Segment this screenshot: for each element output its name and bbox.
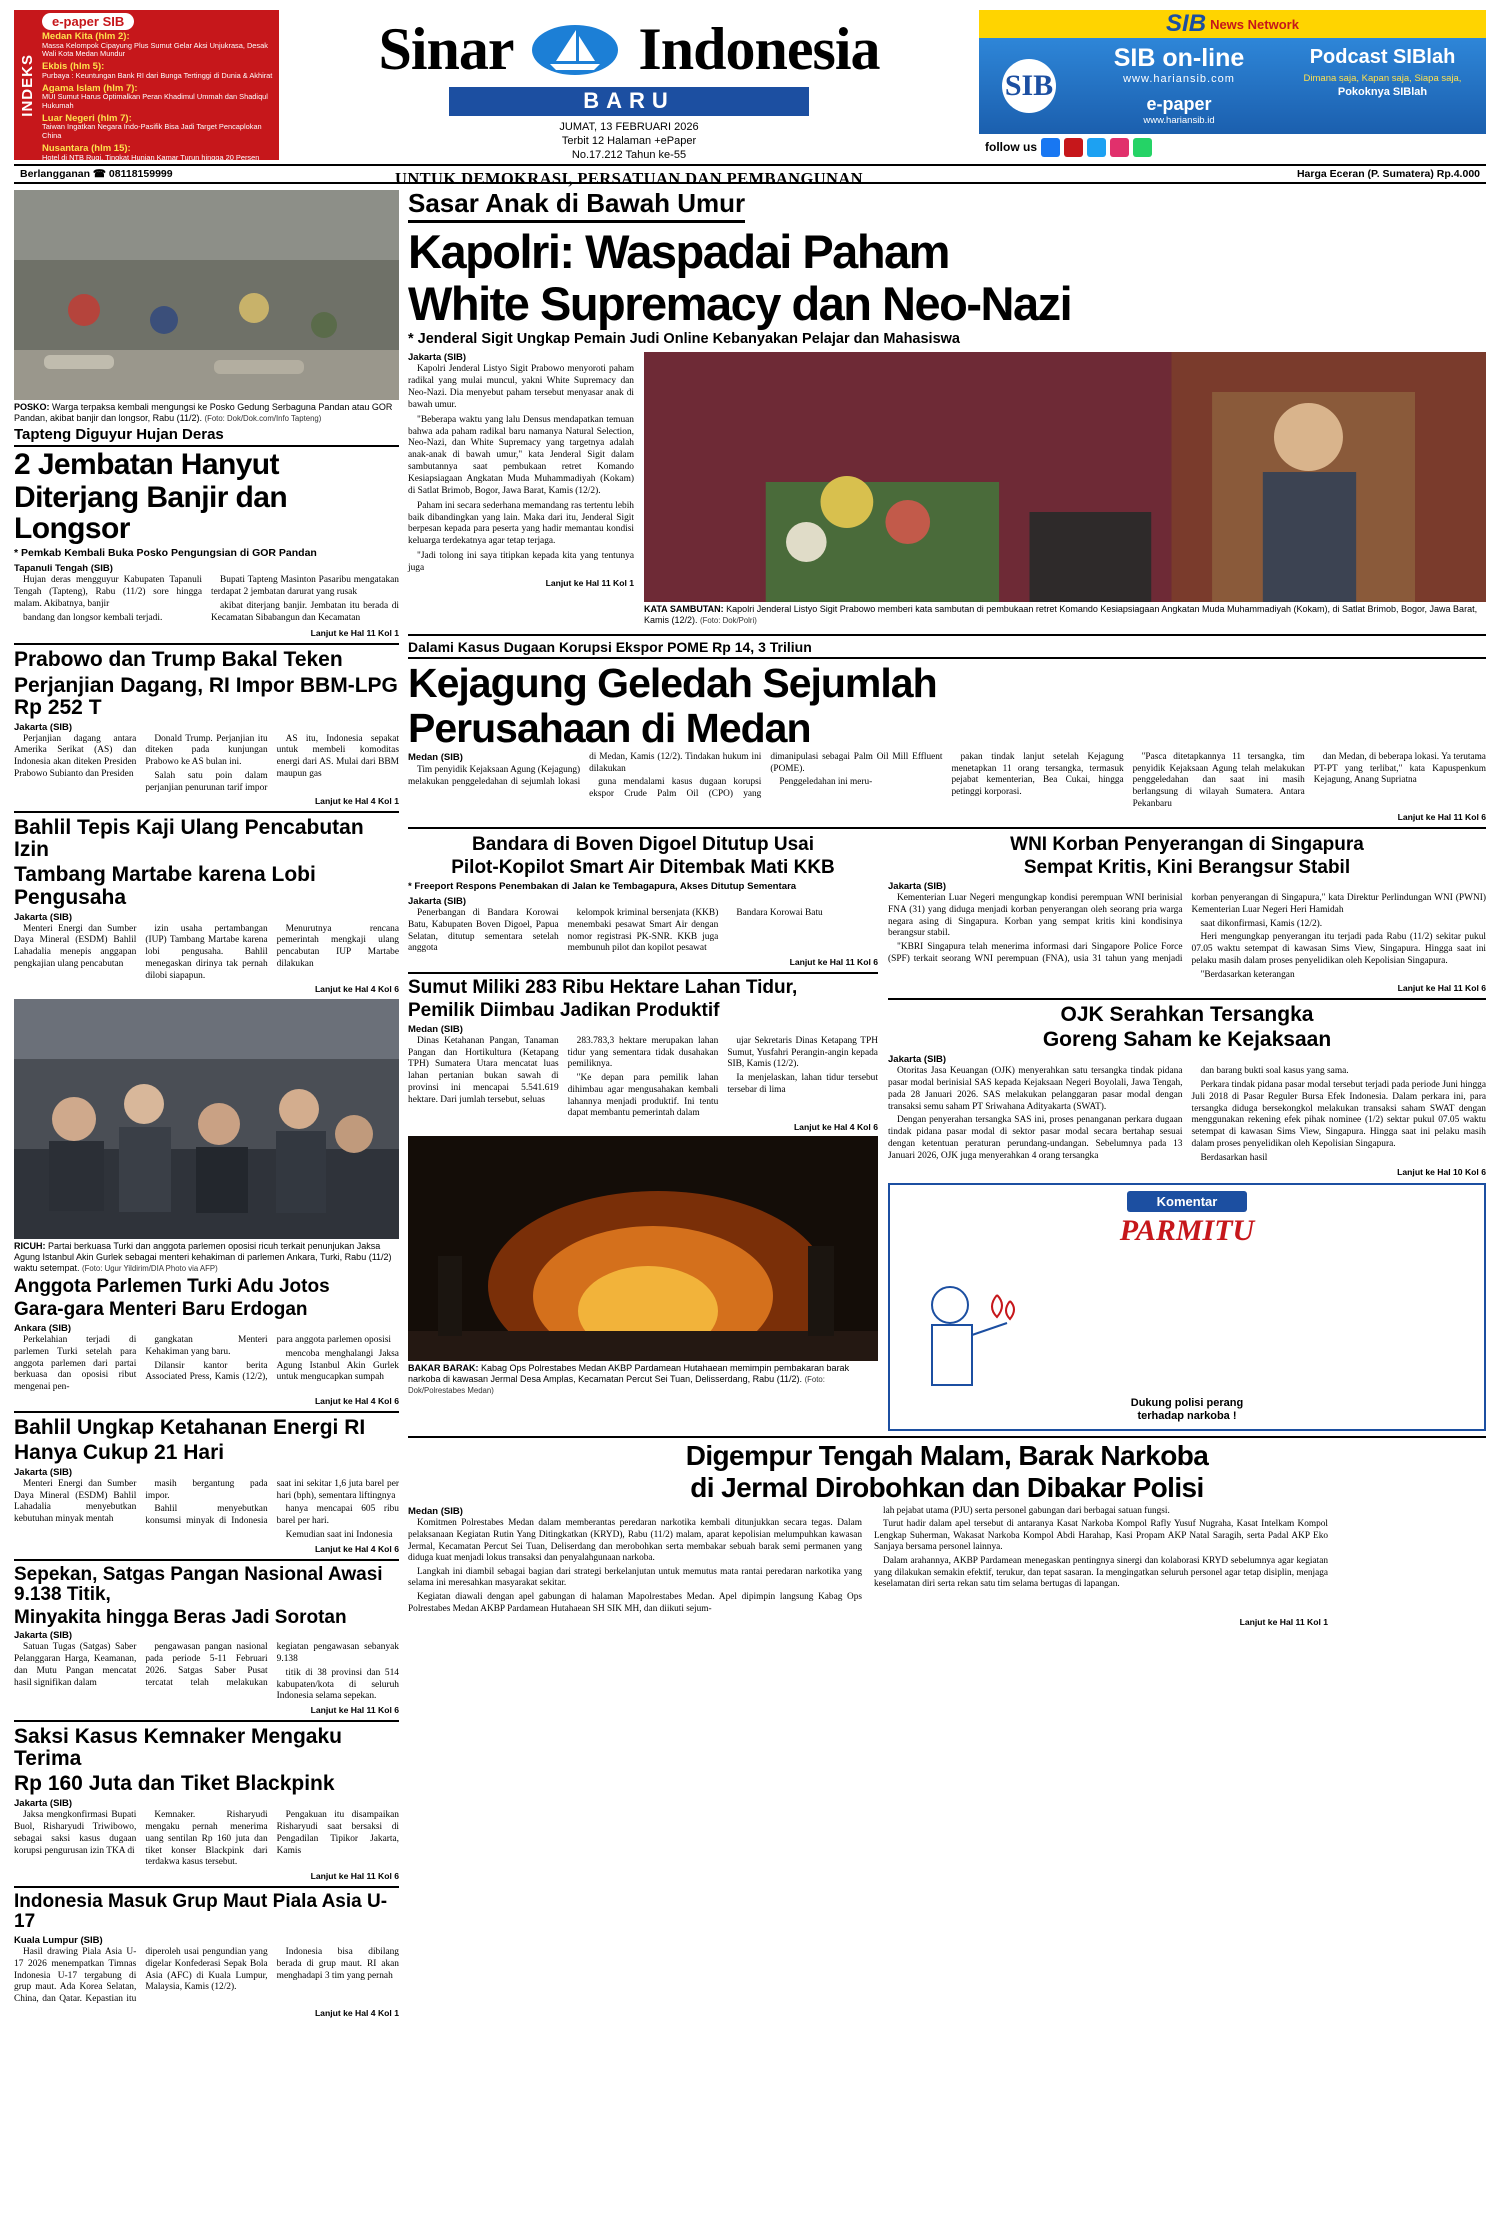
sumut-headline-1[interactable]: Sumut Miliki 283 Ribu Hektare Lahan Tidur,: [408, 977, 798, 999]
story8-dateline: Kuala Lumpur (SIB): [14, 1935, 103, 1946]
sib-online-title: SIB on-line: [1113, 44, 1245, 72]
story2-continuation[interactable]: Lanjut ke Hal 4 Kol 1: [314, 796, 399, 807]
story3-dateline: Jakarta (SIB): [14, 911, 73, 923]
story1-headline-2[interactable]: Diterjang Banjir dan Longsor: [14, 481, 288, 545]
whatsapp-icon[interactable]: [1133, 138, 1152, 157]
edition-number: No.17.212 Tahun ke-55: [571, 148, 687, 161]
boven-headline-2[interactable]: Pilot-Kopilot Smart Air Ditembak Mati KKB: [451, 857, 835, 879]
paragraph: Menteri Energi dan Sumber Daya Mineral (ESDM) Bahlil Lahadalia menyebutkan kebutuhan minyak mentah: [14, 1478, 137, 1525]
paragraph: "Beberapa waktu yang lalu Densus mendapatkan temuan bahwa ada paham radikal baru namanya Natural Selection, Neo-Nazi, dan White Supremacy yang targetnya adalah anak-anak di bawah umur," kata Jenderal Sigit dalam sambutannya saat pembukaan retret Komando Kesiapsiagaan Angkatan Muda Muhammadiyah (Kokam) di Satlat Brimob, Bogor, Jawa Barat, Kamis (12/2).: [408, 414, 634, 496]
paragraph: "Berdasarkan keterangan: [1200, 969, 1295, 980]
paragraph: pakan tindak lanjut setelah Kejagung menetapkan 11 orang tersangka, termasuk pejabat kementerian, Bea Cukai, hingga petinggi korporasi.: [951, 752, 1124, 797]
caption-credit: (Foto: Dok/Polri): [700, 616, 757, 626]
narkoba-continuation[interactable]: Lanjut ke Hal 11 Kol 1: [1239, 1617, 1328, 1628]
caption-text: Kapolri Jenderal Listyo Sigit Prabowo memberi kata sambutan di pembukaan retret Komando Kesiapsiagaan Angkatan Muda Muhammadiyah (Kokam), di Satlat Brimob, Bogor, Jawa Barat, Kamis (12/2).: [644, 604, 1478, 626]
paragraph: titik di 38 provinsi dan 514 kabupaten/kota di seluruh Indonesia selama sepekan.: [276, 1667, 399, 1702]
index-item-head: Luar Negeri (hlm 7):: [42, 112, 132, 124]
paragraph: Kemudian saat ini Indonesia: [285, 1529, 393, 1540]
paragraph: Komitmen Polrestabes Medan dalam memberantas peredaran narkotika kembali ditunjukkan secara tegas. Dalam pelaksanaan Kegiatan Rutin Yang Ditingkatkan (KRYD), Rabu (11/2) malam, aparat kepolisian melumpuhkan kawasan Jermal, Kecamatan Percut Sei Tuan, Deliserdang dan merobohkan serta membakar sebuah barak semi permanen yang diduga kuat menjadi lokus transaksi dan penyalahgunaan narkoba.: [408, 1518, 862, 1564]
column-right-lower: [888, 833, 1486, 1431]
story3-headline-1[interactable]: Bahlil Tepis Kaji Ulang Pencabutan Izin: [14, 816, 364, 862]
story3-headline-2[interactable]: Tambang Martabe karena Lobi Pengusaha: [14, 863, 316, 909]
paragraph: Heri mengungkap penyerangan itu terjadi pada Rabu (11/2) sekitar pukul 07.05 waktu setempat di kawasan Sims View, Singapura. Hingga saat ini pelaku masih dalam proses penyelidikan oleh Kepolisian Singapura.: [1191, 932, 1486, 966]
paragraph: Ia menjelaskan, lahan tidur tersebut tersebar di lima: [727, 1073, 878, 1095]
photo-bakar-barak: [408, 1136, 878, 1361]
epaper-pill[interactable]: e-paper SIB: [42, 13, 134, 30]
kejagung-body: [408, 752, 1486, 810]
sib-online-url[interactable]: www.hariansib.com: [1123, 73, 1235, 85]
paragraph: Salah satu poin dalam perjanjian penurunan tarif impor: [145, 770, 268, 793]
komentar-foot-2: terhadap narkoba !: [1137, 1410, 1237, 1423]
paragraph: izin usaha pertambangan (IUP) Tambang Martabe karena lobi pengusaha. Bahlil menegaskan dirinya tak pernah dilobi siapapun.: [145, 923, 268, 981]
story1-subhead: * Pemkab Kembali Buka Posko Pengungsian di GOR Pandan: [14, 547, 317, 560]
paragraph: Dalam arahannya, AKBP Pardamean menegaskan pentingnya sinergi dan kolaborasi KRYD sebelumnya agar kegiatan yang dilakukan semakin efektif, terukur, dan tepat sasaran. Ia mengingatkan seluruh personel agar tetap disiplin, menjaga keselamatan diri serta rekan satu tim selama bertugas di lapangan.: [874, 1555, 1328, 1590]
column-middle-lower: [408, 833, 878, 1431]
sib-roundel: SIB: [979, 38, 1079, 134]
story7-dateline: Jakarta (SIB): [14, 1798, 73, 1810]
index-box: [14, 10, 279, 160]
kejagung-dateline: Medan (SIB): [408, 752, 463, 764]
page-content: [14, 190, 1486, 2018]
index-item-head: Medan Kita (hlm 2):: [42, 31, 130, 42]
komentar-badge: Komentar: [1127, 1191, 1247, 1212]
paragraph: Otoritas Jasa Keuangan (OJK) menyerahkan satu tersangka tindak pidana pasar modal berinisial SAS kepada Kejaksaan Negeri Boyolali, Jawa Tengah, pada 28 Januari 2026. SAS melakukan pelanggaran pasar modal dengan transaksi semu saham PT Sriwahana Adityakarta (SWAT).: [888, 1066, 1183, 1112]
story6-headline-1[interactable]: Sepekan, Satgas Pangan Nasional Awasi 9.138 Titik,: [14, 1563, 383, 1605]
sib-news-network-label: News Network: [1210, 16, 1299, 32]
ojk-continuation[interactable]: Lanjut ke Hal 10 Kol 6: [1397, 1167, 1486, 1178]
paragraph: Kapolri Jenderal Listyo Sigit Prabowo menyoroti paham radikal yang mulai muncul, yakni White Supremacy dan Neo-Nazi. Dia menyebut paham tersebut menyasar anak di bawah umur.: [408, 364, 634, 410]
singapura-continuation[interactable]: Lanjut ke Hal 11 Kol 6: [1397, 983, 1486, 994]
paragraph: Kementerian Luar Negeri mengungkap kondisi perempuan WNI berinisial FNA (31) yang diduga menjadi korban penyerangan oleh seorang pria warga negara asing di Singapura. Korban yang sempat kritis kini kondisinya berangsur stabil.: [888, 893, 1183, 939]
story4-headline-2[interactable]: Gara-gara Menteri Baru Erdogan: [14, 1299, 308, 1321]
boven-headline-1[interactable]: Bandara di Boven Digoel Ditutup Usai: [471, 834, 815, 856]
caption-label: RICUH:: [14, 1241, 46, 1252]
komentar-title: PARMITU: [1119, 1214, 1255, 1248]
story5-headline-2[interactable]: Hanya Cukup 21 Hari: [14, 1440, 225, 1464]
sumut-body: [408, 1036, 878, 1120]
narkoba-dateline: Medan (SIB): [408, 1505, 463, 1517]
paragraph: Perjanjian dagang antara Amerika Serikat (AS) dan Indonesia akan diteken Presiden Prabowo Subianto dan Presiden: [14, 733, 137, 779]
paragraph: Perkara tindak pidana pasar modal tersebut terjadi pada periode Juni hingga Juli 2018 di Pasar Reguler Bursa Efek Indonesia. Dalam perkara ini, para tersangka diduga bersekongkol melakukan transaksi saham SWAT dengan menggunakan rekening efek pihak nominee (1/2) sektar pukul 07.05 waktu setempat di kawasan Sims View, Singapura. Hingga saat ini pelaku masih dalam proses penyelidikan oleh Kepolisian Singapura.: [1191, 1080, 1486, 1149]
photo-caption-posko: [14, 402, 399, 424]
paragraph: saat dikonfirmasi, Kamis (12/2).: [1200, 918, 1323, 929]
story2-headline-2[interactable]: Perjanjian Dagang, RI Impor BBM-LPG Rp 252 T: [14, 673, 398, 719]
sib-epaper-title[interactable]: e-paper: [1146, 94, 1212, 114]
paragraph: AS itu, Indonesia sepakat untuk membeli komoditas energi dari AS. Mulai dari BBM maupun gas: [276, 733, 399, 779]
story1-dateline: Tapanuli Tengah (SIB): [14, 563, 113, 575]
paragraph: hanya mencapai 605 ribu barel per hari.: [276, 1504, 399, 1527]
paragraph: lah pejabat utama (PJU) serta personel gabungan dari berbagai satuan fungsi.: [883, 1505, 1170, 1516]
edition-pages: Terbit 12 Halaman +ePaper: [561, 134, 697, 147]
paragraph: Berdasarkan hasil: [1200, 1152, 1268, 1163]
instagram-icon[interactable]: [1110, 138, 1129, 157]
narkoba-body: [408, 1506, 1328, 1616]
youtube-icon[interactable]: [1064, 138, 1083, 157]
komentar-parmitu-box: [888, 1183, 1486, 1431]
paragraph: Penggeledahan ini meru-: [779, 777, 873, 788]
kejagung-headline-2[interactable]: Perusahaan di Medan: [408, 704, 811, 751]
paragraph: "Pasca ditetapkannya 11 tersangka, tim penyidik Kejaksaan Agung telah melakukan penggeledahan dan saat ini masih berlangsung di wilayah Sumatera. Antara Pekanbaru: [1132, 752, 1305, 809]
index-item-text: MUI Sumut Harus Optimalkan Peran Khadimul Ummah dan Shadiqul Hukumah: [42, 92, 268, 110]
paragraph: bandang dan longsor kembali terjadi.: [23, 612, 163, 623]
lead-dateline: Jakarta (SIB): [408, 352, 467, 364]
paragraph: Bandara Korowai Batu: [736, 908, 823, 919]
ojk-body: [888, 1066, 1486, 1165]
cartoon-illustration: [902, 1275, 1022, 1395]
boven-subhead: * Freeport Respons Penembakan di Jalan ke Tembagapura, Akses Ditutup Sementara: [408, 881, 797, 893]
kejagung-continuation[interactable]: Lanjut ke Hal 11 Kol 6: [1397, 812, 1486, 823]
photo-kapolri: [644, 352, 1486, 602]
paragraph: guna mendalami kasus dugaan korupsi ekspor Crude Palm Oil (CPO) yang dimanipulasi sebagai Palm Oil Mill Effluent (POME).: [589, 752, 943, 799]
sib-news-logo: SIB: [1166, 10, 1207, 37]
paragraph: pengawasan pangan nasional pada periode 5-11 Februari 2026. Satgas Saber Pusat tercatat telah melakukan kegiatan pengawasan sebanyak 9.138: [145, 1642, 399, 1688]
story1-headline-1[interactable]: 2 Jembatan Hanyut: [14, 447, 279, 481]
caption-label: BAKAR BARAK:: [408, 1363, 479, 1374]
sib-news-banner: [979, 10, 1486, 38]
podcast-sub2: Pokoknya SIBlah: [1337, 86, 1428, 98]
sailboat-icon: [532, 24, 618, 87]
story3-continuation[interactable]: Lanjut ke Hal 4 Kol 6: [314, 984, 399, 995]
index-item: [42, 114, 274, 141]
boven-continuation[interactable]: Lanjut ke Hal 11 Kol 6: [789, 957, 878, 968]
caption-credit: (Foto: Ugur Yildirim/DIA Photo via AFP): [82, 1264, 218, 1274]
paragraph: Langkah ini diambil sebagai bagian dari strategi berkelanjutan untuk memutus mata rantai peredaran narkotika yang selama ini meresahkan masyarakat sekitar.: [408, 1566, 862, 1589]
boven-dateline: Jakarta (SIB): [408, 896, 467, 908]
story2-dateline: Jakarta (SIB): [14, 721, 73, 733]
paragraph: Perkelahian terjadi di parlemen Turki setelah para anggota parlemen dari partai berkuasa dan oposisi ribut mengenai pen-: [14, 1335, 137, 1393]
ojk-headline-2[interactable]: Goreng Saham ke Kejaksaan: [1042, 1028, 1332, 1052]
index-item-head: Nusantara (hlm 15):: [42, 142, 131, 154]
paragraph: Paham ini secara sederhana memandang ras tertentu lebih baik dibandingkan yang lain. Maka dari itu, Jenderal Sigit berpesan kepada para peserta yang hadir memantau kondisi keluarga terdekatnya agar tetap terjaga.: [408, 500, 634, 547]
story4-continuation[interactable]: Lanjut ke Hal 4 Kol 6: [314, 1395, 399, 1406]
masthead-tagline: UNTUK DEMOKRASI, PERSATUAN DAN PEMBANGUNAN: [395, 168, 863, 188]
ojk-dateline: Jakarta (SIB): [888, 1054, 947, 1066]
photo-posko-pandan: [14, 190, 399, 400]
singapura-headline-1[interactable]: WNI Korban Penyerangan di Singapura: [1010, 834, 1364, 856]
lead-subhead: * Jenderal Sigit Ungkap Pemain Judi Online Kebanyakan Pelajar dan Mahasiswa: [408, 331, 960, 348]
photo-parlemen-turki: [14, 999, 399, 1239]
paragraph: Jaksa mengkonfirmasi Bupati Buol, Risharyudi Triwibowo, sebagai saksi kasus dugaan korupsi pengurusan izin TKA di: [14, 1810, 137, 1856]
lead-story: [408, 190, 1486, 629]
paragraph: Hujan deras mengguyur Kabupaten Tapanuli Tengah (Tapteng), Rabu (11/2) sore hingga malam. Akibatnya, banjir: [14, 575, 202, 609]
paragraph: masih bergantung pada impor.: [145, 1478, 268, 1501]
story3-body: [14, 924, 399, 983]
lead-continuation[interactable]: Lanjut ke Hal 11 Kol 1: [545, 577, 634, 588]
narkoba-headline-1[interactable]: Digempur Tengah Malam, Barak Narkoba: [685, 1440, 1209, 1472]
story5-body: [14, 1479, 399, 1542]
paragraph: Menurutnya rencana pemerintah mengkaji ulang pencabutan IUP Martabe dilakukan: [276, 923, 399, 969]
photo-caption-kapolri: [644, 604, 1486, 626]
paragraph: akibat diterjang banjir. Jembatan itu berada di Kecamatan Sibabangun dan Kecamatan: [211, 600, 399, 623]
paragraph: kelompok kriminal bersenjata (KKB) menembaki pesawat Smart Air dengan nomor registrasi PK-SNR. KKB juga membunuh pilot dan kopilot pesawat: [567, 908, 719, 954]
paragraph: Tim penyidik Kejaksaan Agung (Kejagung) melakukan penggeledahan di sejumlah lokasi di Medan, Kamis (12/2). Tindakan hukum ini dilakukan: [408, 752, 762, 787]
ojk-headline-1[interactable]: OJK Serahkan Tersangka: [1060, 1003, 1314, 1027]
paragraph: Penerbangan di Bandara Korowai Batu, Kabupaten Boven Digoel, Papua Selatan, ditutup sementara setelah anggota: [408, 908, 559, 954]
singapura-body: [888, 893, 1486, 981]
paragraph: dan barang bukti soal kasus yang sama.: [1200, 1066, 1349, 1077]
index-item-text: Purbaya : Keuntungan Bank RI dari Bunga Tertinggi di Dunia & Akhirat: [42, 70, 273, 80]
paragraph: "Ke depan para pemilik lahan dihimbau agar mengusahakan kembali lahannya menjadi produktif. Ini tentu dapat membantu pemerintah dalam: [567, 1073, 719, 1119]
paragraph: Dilansir kantor berita Associated Press, Kamis (12/2), para anggota parlemen oposisi: [145, 1335, 391, 1383]
story6-body: [14, 1642, 399, 1703]
paragraph: Bupati Tapteng Masinton Pasaribu mengatakan terdapat 2 jembatan darurat yang rusak: [211, 575, 399, 598]
paragraph: Dinas Ketahanan Pangan, Tanaman Pangan dan Hortikultura (Ketapang TPH) Sumatera Utara mencatat luas lahan pertanian bukan sawah di provinsi ini mencapai 5.541.619 hektare. Dari jumlah tersebut, seluas: [408, 1035, 559, 1105]
index-label-text: INDEKS: [18, 53, 36, 117]
cover-price: Harga Eceran (P. Sumatera) Rp.4.000: [1296, 168, 1480, 180]
narkoba-story: [408, 1442, 1486, 1627]
caption-label: KATA SAMBUTAN:: [644, 604, 724, 615]
index-item-head: Ekbis (hlm 5):: [42, 61, 105, 73]
paragraph: 283.783,3 hektare merupakan lahan tidur yang sementara tidak dusahakan pemiliknya.: [567, 1035, 719, 1070]
story6-dateline: Jakarta (SIB): [14, 1630, 73, 1642]
lead-text-block: [408, 352, 634, 629]
newspaper-logo: [279, 10, 979, 188]
paragraph: Donald Trump. Perjanjian itu diteken pada kunjungan Prabowo ke AS bulan ini.: [145, 733, 268, 768]
paragraph: dan Medan, di beberapa lokasi. Ya terutama PT-PT yang terlibat," kata Kapuspenkum Kejagung, Anang Supriatna: [1313, 752, 1486, 786]
column-main: [408, 190, 1486, 2018]
sib-epaper-url[interactable]: www.hariansib.id: [1143, 115, 1215, 126]
paragraph: ujar Sekretaris Dinas Ketapang TPH Sumut, Yusfahri Perangin-angin kepada SIB, Kamis (12/2).: [727, 1035, 878, 1070]
story8-body: [14, 1947, 399, 2006]
komentar-foot-1: Dukung polisi perang: [1130, 1397, 1244, 1410]
facebook-icon[interactable]: [1041, 138, 1060, 157]
sib-promo-box: [979, 10, 1486, 160]
story5-dateline: Jakarta (SIB): [14, 1466, 73, 1478]
index-item: [42, 32, 274, 59]
index-item: [42, 62, 274, 80]
twitter-icon[interactable]: [1087, 138, 1106, 157]
index-item-text: Hotel di NTB Rugi, Tingkat Hunian Kamar Turun hingga 20 Persen: [42, 152, 260, 162]
singapura-headline-2[interactable]: Sempat Kritis, Kini Berangsur Stabil: [1023, 857, 1351, 879]
story1-kicker: Tapteng Diguyur Hujan Deras: [14, 427, 399, 447]
story4-headline-1[interactable]: Anggota Parlemen Turki Adu Jotos: [14, 1276, 330, 1298]
story2-body: [14, 734, 399, 795]
boven-body: [408, 908, 878, 955]
paragraph: Turut hadir dalam apel tersebut di antaranya Kasat Narkoba Kompol Rafly Yusuf Nugraha, Kasat Intelkam Kompol Lengkap Suherman, Wakasat Narkoba Kompol Abdi Harahap, Kasi Propam AKP Natal Saragih, serta Padal AKP Eko Sanjaya bersama personel lainnya.: [874, 1519, 1328, 1553]
kejagung-story: [408, 640, 1486, 822]
paragraph: Menteri Energi dan Sumber Daya Mineral (ESDM) Bahlil Lahadalia menepis anggapan pengkajian ulang pencabutan: [14, 923, 137, 969]
caption-label: POSKO:: [14, 402, 50, 412]
paragraph: Kemnaker. Risharyudi mengaku pernah menerima uang sentilan Rp 160 juta dan tiket konser Blackpink dari terdakwa kasus tersebut.: [145, 1810, 268, 1868]
paragraph: Indonesia bisa dibilang berada di grup maut. RI akan menghadapi 3 tim yang pernah: [276, 1947, 399, 1981]
index-item-text: Taiwan Ingatkan Negara Indo-Pasifik Bisa Jadi Target Pencaplokan China: [42, 122, 262, 141]
logo-word-indonesia: Indonesia: [638, 16, 880, 82]
caption-credit: (Foto: Dok/Dok.com/Info Tapteng): [204, 413, 322, 423]
paragraph: Kegiatan diawali dengan apel gabungan di halaman Mapolrestabes Medan. Apel dipimpin langsung Kabag Ops Polrestabes Medan AKBP Pardamean Hutahaean SH SIK MH, dan diikuti sejum-: [408, 1592, 862, 1614]
paragraph: "KBRI Singapura telah menerima informasi dari Singapore Police Force (SPF) terkait seorang WNI perempuan (FNA), usia 31 tahun yang menjadi korban penyerangan di Singapura," kata Direktur Perlindungan WNI (PWNI) Kementerian Luar Negeri Heri Hamidah: [888, 893, 1486, 964]
index-vertical-label: [14, 10, 40, 160]
index-item-head: Agama Islam (hlm 7):: [42, 82, 138, 94]
edition-date: JUMAT, 13 FEBRUARI 2026: [559, 120, 699, 133]
lead-photo-block: [644, 352, 1486, 629]
sumut-dateline: Medan (SIB): [408, 1023, 463, 1035]
follow-us-label: follow us: [985, 140, 1037, 154]
podcast-sub1: Dimana saja, Kapan saja, Siapa saja,: [1303, 73, 1462, 84]
kejagung-kicker: Dalami Kasus Dugaan Korupsi Ekspor POME Rp 14, 3 Triliun: [408, 640, 1486, 659]
singapura-dateline: Jakarta (SIB): [888, 881, 947, 893]
story7-headline-2[interactable]: Rp 160 Juta dan Tiket Blackpink: [14, 1772, 335, 1796]
story1-body: [14, 575, 399, 626]
story7-body: [14, 1810, 399, 1869]
caption-credit: (Foto: Dok/Polrestabes Medan): [408, 1375, 825, 1396]
paragraph: mencoba menghalangi Jaksa Agung Istanbul Akin Gurlek untuk mengucapkan sumpah: [276, 1348, 399, 1383]
paragraph: Dengan penyerahan tersangka SAS ini, proses penanganan perkara dugaan tindak pidana pasar modal di sektor pasar modal secara bertahap sesuai dengan ketentuan peraturan perundang-undangan. Sebelumnya pada 13 Januari 2026, OJK juga menyerahkan 4 orang tersangka: [888, 1115, 1183, 1161]
lead-headline-1[interactable]: Kapolri: Waspadai Paham: [408, 225, 949, 279]
photo-caption-bakar-barak: [408, 1363, 878, 1396]
logo-baru: BARU: [449, 87, 809, 116]
index-item-text: Massa Kelompok Cipayung Plus Sumut Gelar Aksi Unjukrasa, Desak Wali Kota Medan Mundur: [42, 40, 268, 59]
caption-text: Kabag Ops Polrestabes Medan AKBP Pardamean Hutahaean memimpin pembakaran barak narkoba di kawasan Jermal Desa Amplas, Kecamatan Percut Sei Tuan, Delisserdang, Rabu (11/2).: [408, 1363, 850, 1385]
story8-continuation[interactable]: Lanjut ke Hal 4 Kol 1: [314, 2007, 399, 2018]
paragraph: gangkatan Menteri Kehakiman yang baru.: [145, 1335, 268, 1357]
paragraph: "Jadi tolong ini saya titipkan kepada kita yang tentunya juga: [408, 551, 634, 573]
sumut-headline-2[interactable]: Pemilik Diimbau Jadikan Produktif: [408, 1000, 720, 1022]
paragraph: Bahlil menyebutkan konsumsi minyak di Indonesia saat ini sekitar 1,6 juta barel per hari (bph), sementara liftingnya: [145, 1478, 399, 1527]
paragraph: Pengakuan itu disampaikan Risharyudi saat bersaksi di Pengadilan Tipikor Jakarta, Kamis: [276, 1810, 399, 1856]
story6-headline-2[interactable]: Minyakita hingga Beras Jadi Sorotan: [14, 1606, 347, 1628]
story2-headline-1[interactable]: Prabowo dan Trump Bakal Teken: [14, 648, 343, 672]
story5-continuation[interactable]: Lanjut ke Hal 4 Kol 6: [314, 1543, 399, 1554]
column-left: [14, 190, 399, 2018]
sumut-continuation[interactable]: Lanjut ke Hal 4 Kol 6: [793, 1122, 878, 1133]
story7-headline-1[interactable]: Saksi Kasus Kemnaker Mengaku Terima: [14, 1725, 342, 1771]
index-item: [42, 84, 274, 111]
caption-text: Warga terpaksa kembali mengungsi ke Posko Gedung Serbaguna Pandan atau GOR Pandan, akibat banjir dan longsor, Rabu (11/2).: [14, 402, 393, 423]
lead-headline-2[interactable]: White Supremacy dan Neo-Nazi: [408, 277, 1072, 331]
podcast-title: Podcast SIBlah: [1309, 46, 1456, 68]
logo-word-sinar: Sinar: [378, 16, 513, 82]
story7-continuation[interactable]: Lanjut ke Hal 11 Kol 6: [310, 1871, 399, 1882]
kejagung-headline-1[interactable]: Kejagung Geledah Sejumlah: [408, 660, 937, 707]
story4-body: [14, 1335, 399, 1394]
story8-headline-1[interactable]: Indonesia Masuk Grup Maut Piala Asia U-17: [14, 1891, 388, 1933]
paragraph: Hasil drawing Piala Asia U-17 2026 menempatkan Timnas Indonesia U-17 tergabung di grup maut. Ada Korea Selatan, China, dan Qatar. Kepastian itu diperoleh usai pengundian yang digelar Konfederasi Sepak Bola Asia (AFC) di Kuala Lumpur, Malaysia, Kamis (12/2).: [14, 1947, 268, 2004]
story1-continuation[interactable]: Lanjut ke Hal 11 Kol 1: [310, 628, 399, 639]
index-item: [42, 144, 274, 162]
narkoba-headline-2[interactable]: di Jermal Dirobohkan dan Dibakar Polisi: [690, 1471, 1204, 1503]
caption-text: Partai berkuasa Turki dan anggota parlemen oposisi ricuh terkait penunjukan Jaksa Agung Istanbul Akin Gurlek sebagai menteri kehakiman di parlemen Ankara, Turki, Rabu (11/2) waktu setempat.: [14, 1241, 392, 1274]
photo-caption-turki: [14, 1241, 399, 1274]
story4-dateline: Ankara (SIB): [14, 1323, 72, 1335]
story5-headline-1[interactable]: Bahlil Ungkap Ketahanan Energi RI: [14, 1415, 366, 1439]
subscribe-phone: Berlangganan ☎ 08118159999: [20, 168, 173, 180]
paragraph: Satuan Tugas (Satgas) Saber Pelanggaran Harga, Keamanan, dan Mutu Pangan mencatat hasil signifikan dalam: [14, 1642, 137, 1688]
story6-continuation[interactable]: Lanjut ke Hal 11 Kol 6: [310, 1705, 399, 1716]
lead-kicker: Sasar Anak di Bawah Umur: [408, 190, 745, 223]
